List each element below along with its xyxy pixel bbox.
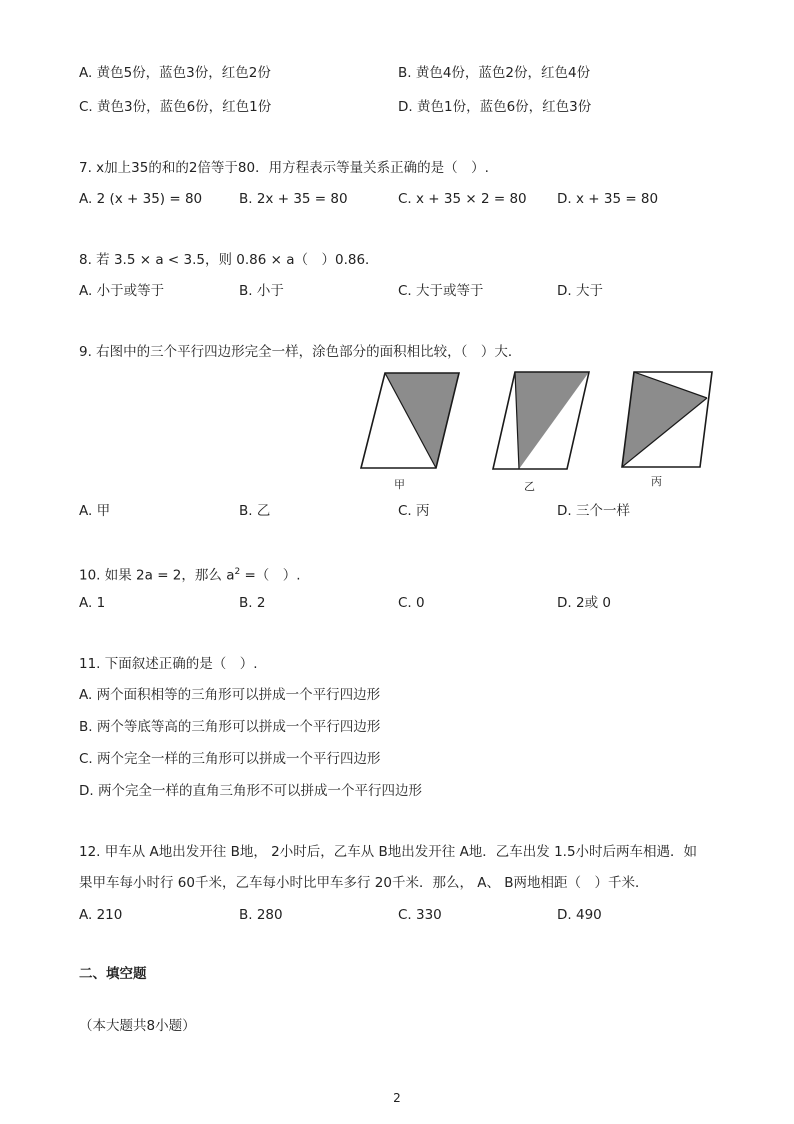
q10-option-c[interactable]: C. 0 — [398, 595, 425, 611]
q12-option-a[interactable]: A. 210 — [79, 907, 123, 923]
q10-option-d[interactable]: D. 2或 0 — [557, 595, 611, 611]
q10-stem-exponent: 2 — [234, 567, 241, 577]
q11-option-a[interactable]: A. 两个面积相等的三角形可以拼成一个平行四边形 — [79, 687, 381, 703]
q12-option-d[interactable]: D. 490 — [557, 907, 602, 923]
q12-stem-line1: 12. 甲车从 A地出发开往 B地， 2小时后，乙车从 B地出发开往 A地．乙车出发 1.5小时后两车相遇．如 — [79, 844, 698, 860]
q6-option-d[interactable]: D. 黄色1份，蓝色6份，红色3份 — [398, 99, 592, 115]
q11-option-c[interactable]: C. 两个完全一样的三角形可以拼成一个平行四边形 — [79, 751, 381, 767]
q10-stem-prefix: 10. 如果 2a = 2，那么 a — [79, 567, 235, 584]
figure-label-yi: 乙 — [524, 480, 535, 493]
q9-option-a[interactable]: A. 甲 — [79, 503, 111, 519]
q7-option-b[interactable]: B. 2x + 35 = 80 — [239, 191, 348, 207]
q8-option-b[interactable]: B. 小于 — [239, 283, 284, 299]
q7-stem: 7. x加上35的和的2倍等于80．用方程表示等量关系正确的是（ ）. — [79, 160, 489, 176]
q10-stem-suffix: =（ ）. — [240, 567, 301, 584]
page-number: 2 — [393, 1091, 401, 1105]
q11-stem: 11. 下面叙述正确的是（ ）. — [79, 656, 258, 672]
q8-option-a[interactable]: A. 小于或等于 — [79, 283, 165, 299]
q9-option-d[interactable]: D. 三个一样 — [557, 503, 630, 519]
q11-option-b[interactable]: B. 两个等底等高的三角形可以拼成一个平行四边形 — [79, 719, 381, 735]
figure-yi — [493, 372, 589, 469]
q12-option-c[interactable]: C. 330 — [398, 907, 442, 923]
q11-option-d[interactable]: D. 两个完全一样的直角三角形不可以拼成一个平行四边形 — [79, 783, 422, 799]
q7-option-d[interactable]: D. x + 35 = 80 — [557, 191, 659, 207]
q7-option-a[interactable]: A. 2 (x + 35) = 80 — [79, 191, 203, 207]
section-title: 二、填空题 — [79, 966, 147, 982]
q10-option-a[interactable]: A. 1 — [79, 595, 106, 611]
figure-bing-shaded-triangle — [622, 372, 707, 467]
q8-option-d[interactable]: D. 大于 — [557, 283, 603, 299]
section-note: （本大题共8小题） — [79, 1018, 196, 1034]
q6-option-a[interactable]: A. 黄色5份，蓝色3份，红色2份 — [79, 65, 271, 81]
q8-option-c[interactable]: C. 大于或等于 — [398, 283, 484, 299]
figure-jia — [361, 373, 459, 468]
figure-bing — [622, 372, 712, 467]
figure-label-jia: 甲 — [394, 478, 405, 491]
q12-option-b[interactable]: B. 280 — [239, 907, 283, 923]
q9-option-c[interactable]: C. 丙 — [398, 503, 430, 519]
q8-stem: 8. 若 3.5 × a < 3.5，则 0.86 × a（ ）0.86． — [79, 252, 379, 268]
q7-option-c[interactable]: C. x + 35 × 2 = 80 — [398, 191, 527, 207]
q9-stem: 9. 右图中的三个平行四边形完全一样，涂色部分的面积相比较，（ ）大． — [79, 344, 522, 360]
q12-stem-line2: 果甲车每小时行 60千米，乙车每小时比甲车多行 20千米．那么， A、 B两地相距（ ）千米． — [79, 875, 649, 891]
q6-option-b[interactable]: B. 黄色4份，蓝色2份，红色4份 — [398, 65, 591, 81]
q6-option-c[interactable]: C. 黄色3份，蓝色6份，红色1份 — [79, 99, 272, 115]
figure-label-bing: 丙 — [651, 475, 662, 488]
q10-option-b[interactable]: B. 2 — [239, 595, 266, 611]
q10-stem — [79, 563, 301, 585]
q9-option-b[interactable]: B. 乙 — [239, 503, 271, 519]
